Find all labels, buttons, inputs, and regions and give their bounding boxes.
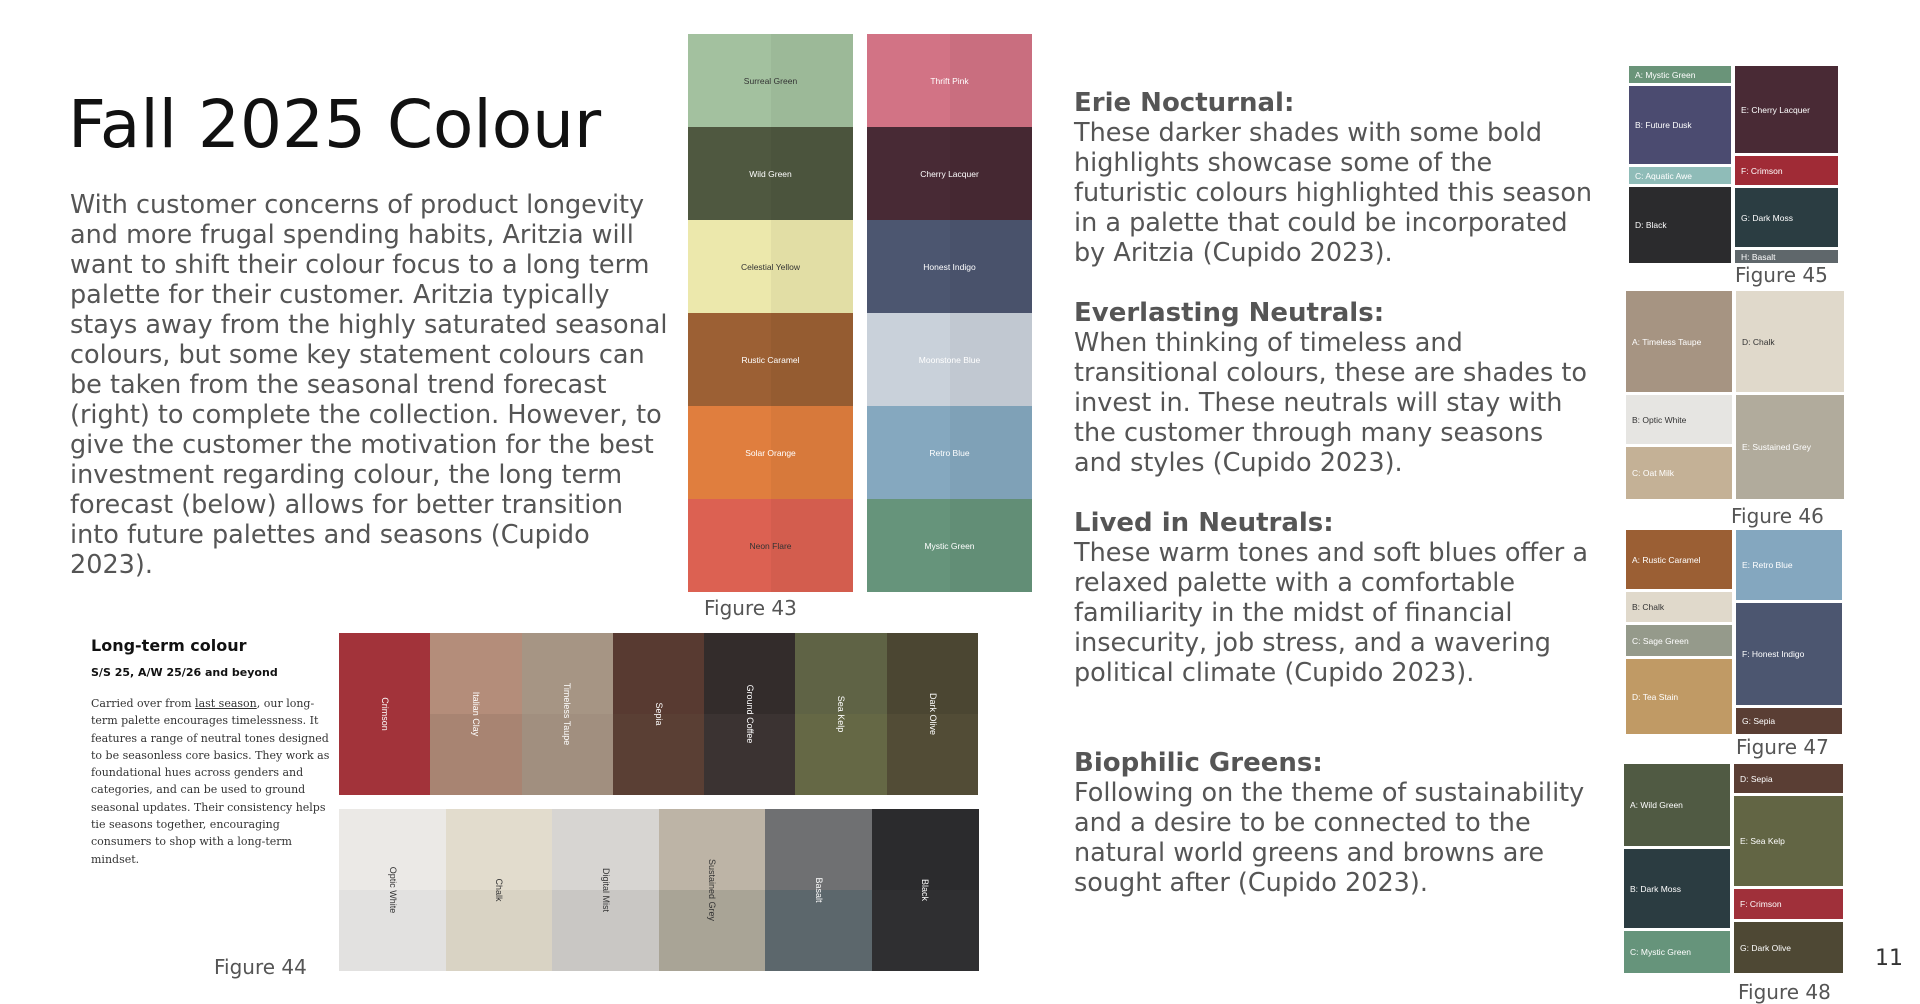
tile-label: B: Future Dusk: [1635, 120, 1692, 130]
swatch-label: Cherry Lacquer: [920, 168, 979, 179]
stripe-sepia: [613, 633, 705, 795]
intro-paragraph: With customer concerns of product longevity and more frugal spending habits, Aritzia will want to shift their colour focus to a long term palette for their customer. Aritzia typically stays away from the highly saturated seasonal colours, but some key statement colours can be taken from the seasonal trend forecast (right) to complete the collection. However, to give the customer the motivation for the best investment regarding colour, the long term forecast (below) allows for better transition into future palettes and seasons (Cupido 2023).: [70, 190, 668, 580]
stripe-sustained-grey: [659, 809, 766, 971]
tile-label: C: Aquatic Awe: [1635, 170, 1693, 181]
swatch-surreal-green: [688, 34, 853, 127]
swatch-label: Thrift Pink: [930, 75, 969, 86]
stripe-label: Chalk: [494, 878, 504, 902]
tile-d-tea-stain: [1626, 659, 1732, 734]
tile-label: E: Cherry Lacquer: [1741, 104, 1810, 115]
tile-f-honest-indigo: [1736, 603, 1842, 705]
tile-label: B: Chalk: [1632, 602, 1665, 612]
section-body: These warm tones and soft blues offer a relaxed palette with a comfortable familiarity in the midst of financial insecurity, job stress, and a wavering political climate (Cupido 2023).: [1074, 538, 1588, 688]
longterm-body: [91, 695, 331, 868]
tile-a-mystic-green: [1629, 66, 1731, 83]
stripe-basalt: [765, 809, 872, 971]
swatch-label: Retro Blue: [929, 447, 970, 458]
longterm-subheading: S/S 25, A/W 25/26 and beyond: [91, 666, 278, 679]
section-biophilic-greens: [1074, 748, 1594, 898]
figure-48-caption: Figure 48: [1738, 980, 1831, 1004]
swatch-cherry-lacquer: [867, 127, 1032, 220]
figure-43-left-column: [688, 34, 853, 592]
section-title: Lived in Neutrals:: [1074, 508, 1334, 538]
tile-e-retro-blue: [1736, 530, 1842, 600]
stripe-label: Black: [920, 878, 930, 902]
swatch-label: Solar Orange: [745, 447, 796, 458]
tile-a-rustic-caramel: [1626, 530, 1732, 589]
longterm-body-text: Carried over from: [91, 697, 196, 710]
tile-c-sage-green: [1626, 625, 1732, 656]
section-everlasting-neutrals: [1074, 298, 1594, 478]
tile-b-optic-white: [1626, 395, 1732, 444]
tile-label: H: Basalt: [1741, 251, 1776, 262]
tile-label: A: Mystic Green: [1635, 69, 1696, 80]
figure-43-right-column: [867, 34, 1032, 592]
stripe-sea-kelp: [795, 633, 887, 795]
stripe-dark-olive: [887, 633, 979, 795]
section-body: Following on the theme of sustainability and a desire to be connected to the natural world greens and browns are sought after (Cupido 2023).: [1074, 778, 1585, 898]
stripe-italian-clay: [430, 633, 522, 795]
stripe-timeless-taupe: [522, 633, 614, 795]
tile-label: A: Wild Green: [1630, 800, 1683, 810]
swatch-solar-orange: [688, 406, 853, 499]
tile-label: C: Oat Milk: [1632, 468, 1675, 478]
tile-a-wild-green: [1624, 764, 1730, 846]
stripe-label: Timeless Taupe: [562, 682, 573, 746]
section-body: When thinking of timeless and transitional colours, these are shades to invest in. These neutrals will stay with the customer through many seasons and styles (Cupido 2023).: [1074, 328, 1587, 478]
tile-d-sepia: [1734, 764, 1843, 793]
swatch-label: Celestial Yellow: [740, 261, 801, 272]
page-number: 11: [1875, 946, 1903, 971]
swatch-label: Mystic Green: [924, 540, 975, 551]
tile-label: C: Mystic Green: [1630, 947, 1691, 957]
swatch-label: Honest Indigo: [923, 261, 976, 272]
section-title: Erie Nocturnal:: [1074, 88, 1295, 118]
swatch-retro-blue: [867, 406, 1032, 499]
stripe-crimson: [339, 633, 431, 795]
tile-label: D: Sepia: [1740, 773, 1773, 784]
tile-e-cherry-lacquer: [1735, 66, 1838, 153]
stripe-digital-mist: [552, 809, 659, 971]
section-body: These darker shades with some bold highlights showcase some of the futuristic colours highlighted this season in a palette that could be incorporated by Aritzia (Cupido 2023).: [1074, 118, 1593, 268]
last-season-link[interactable]: last season: [195, 697, 257, 710]
swatch-label: Neon Flare: [749, 540, 792, 551]
figure-47-caption: Figure 47: [1736, 735, 1829, 759]
stripe-optic-white: [339, 809, 446, 971]
tile-d-black: [1629, 187, 1731, 263]
figure-44-caption: Figure 44: [214, 955, 307, 979]
tile-b-future-dusk: [1629, 86, 1731, 164]
swatch-moonstone-blue: [867, 313, 1032, 406]
tile-e-sea-kelp: [1734, 796, 1843, 886]
stripe-label: Dark Olive: [927, 692, 938, 736]
section-lived-in-neutrals: [1074, 508, 1594, 688]
tile-label: D: Tea Stain: [1632, 691, 1679, 702]
swatch-label: Moonstone Blue: [918, 354, 981, 365]
tile-a-timeless-taupe: [1626, 291, 1732, 392]
tile-b-dark-moss: [1624, 849, 1730, 928]
swatch-honest-indigo: [867, 220, 1032, 313]
stripe-label: Basalt: [813, 877, 824, 903]
stripe-label: Sepia: [653, 702, 664, 726]
tile-h-basalt: [1735, 250, 1838, 263]
figure-48-palette: [1624, 764, 1843, 973]
tile-f-crimson: [1735, 156, 1838, 185]
stripe-black: [872, 809, 979, 971]
tile-g-dark-olive: [1734, 922, 1843, 973]
stripe-label: Italian Clay: [471, 691, 482, 737]
longterm-body-text: , our long-term palette encourages timelessness. It features a range of neutral tones designed to be seasonless core basics. They work as foundational hues across genders and categories, and can be used to ground seasonal updates. Their consistency helps tie seasons together, encouraging consumers to shop with a long-term mindset.: [91, 697, 330, 866]
stripe-ground-coffee: [704, 633, 796, 795]
tile-b-chalk: [1626, 592, 1732, 622]
tile-label: E: Sea Kelp: [1740, 836, 1785, 846]
figure-43-caption: Figure 43: [704, 596, 797, 620]
figure-45-caption: Figure 45: [1735, 263, 1828, 287]
section-erie-nocturnal: [1074, 88, 1594, 268]
swatch-thrift-pink: [867, 34, 1032, 127]
tile-label: G: Dark Olive: [1740, 942, 1792, 953]
swatch-neon-flare: [688, 499, 853, 592]
longterm-palette-row-1: [339, 633, 978, 795]
page-title: Fall 2025 Colour: [68, 86, 602, 163]
swatch-rustic-caramel: [688, 313, 853, 406]
tile-label: E: Sustained Grey: [1742, 442, 1811, 452]
section-title: Everlasting Neutrals:: [1074, 298, 1385, 328]
swatch-label: Wild Green: [749, 168, 792, 179]
tile-label: F: Crimson: [1740, 899, 1782, 909]
tile-label: C: Sage Green: [1632, 635, 1689, 646]
tile-g-dark-moss: [1735, 188, 1838, 247]
swatch-wild-green: [688, 127, 853, 220]
swatch-celestial-yellow: [688, 220, 853, 313]
figure-46-caption: Figure 46: [1731, 504, 1824, 528]
figure-45-palette: [1629, 66, 1838, 263]
tile-label: E: Retro Blue: [1742, 560, 1793, 570]
tile-e-sustained-grey: [1736, 395, 1844, 499]
tile-label: B: Dark Moss: [1630, 883, 1682, 894]
swatch-label: Surreal Green: [743, 75, 798, 86]
figure-46-palette: [1626, 291, 1844, 499]
tile-label: G: Sepia: [1742, 716, 1776, 726]
tile-label: F: Crimson: [1741, 165, 1783, 176]
stripe-label: Crimson: [379, 697, 390, 731]
swatch-label: Rustic Caramel: [741, 354, 800, 365]
tile-label: A: Rustic Caramel: [1632, 554, 1701, 565]
longterm-heading: Long-term colour: [91, 636, 247, 655]
stripe-label: Optic White: [387, 866, 398, 914]
tile-label: G: Dark Moss: [1741, 212, 1793, 223]
stripe-label: Digital Mist: [600, 867, 611, 913]
tile-label: D: Black: [1635, 220, 1667, 230]
section-title: Biophilic Greens:: [1074, 748, 1323, 778]
tile-c-aquatic-awe: [1629, 167, 1731, 184]
tile-label: B: Optic White: [1632, 414, 1687, 425]
stripe-chalk: [446, 809, 553, 971]
tile-g-sepia: [1736, 708, 1842, 734]
figure-47-palette: [1626, 530, 1842, 734]
tile-c-oat-milk: [1626, 447, 1732, 499]
tile-c-mystic-green: [1624, 931, 1730, 973]
tile-label: D: Chalk: [1742, 336, 1775, 347]
tile-label: F: Honest Indigo: [1742, 649, 1805, 659]
tile-f-crimson: [1734, 889, 1843, 919]
stripe-label: Sustained Grey: [707, 858, 717, 922]
stripe-label: Sea Kelp: [836, 695, 847, 733]
swatch-mystic-green: [867, 499, 1032, 592]
longterm-palette-row-2: [339, 809, 978, 971]
tile-d-chalk: [1736, 291, 1844, 392]
tile-label: A: Timeless Taupe: [1632, 336, 1702, 347]
stripe-label: Ground Coffee: [745, 684, 756, 744]
